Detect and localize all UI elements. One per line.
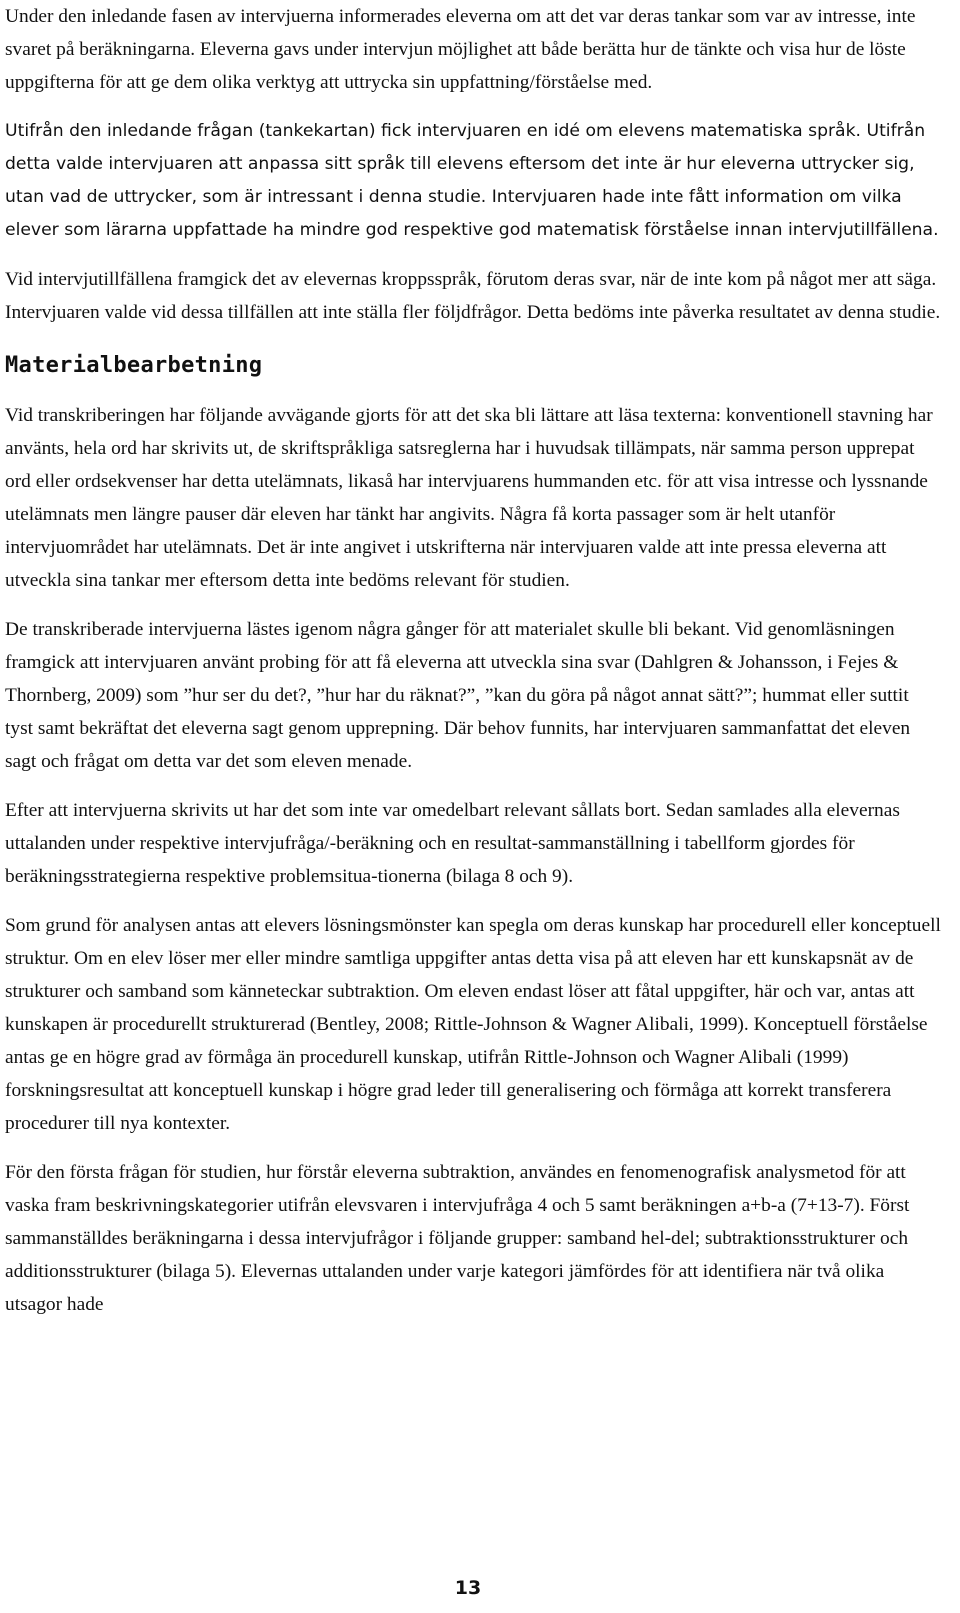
paragraph-gap	[5, 1140, 941, 1156]
document-page	[5, 0, 941, 1321]
paragraph-body-4: Som grund för analysen antas att elevers lösningsmönster kan spegla om deras kunskap har procedurell eller konceptuell struktur. Om en elev löser mer eller mindre samtliga uppgifter antas detta visa på att eleven har ett kunskapsnät av de strukturer och samband som känneteckar subtraktion. Om eleven endast löser att fåtal uppgifter, här och var, antas att kunskapen är procedurellt strukturerad (Bentley, 2008; Rittle-Johnson & Wagner Alibali, 1999). Konceptuell förståelse antas ge en högre grad av förmåga än procedurell kunskap, utifrån Rittle-Johnson och Wagner Alibali (1999) forskningsresultat att konceptuell kunskap i högre grad leder till generalisering och förmåga att korrekt transferera procedurer till nya kontexter.	[5, 915, 941, 1134]
paragraph-body-2: De transkriberade intervjuerna lästes igenom några gånger för att materialet skulle bli bekant. Vid genomläsningen framgick att intervjuaren använt probing för att få eleverna att utveckla sina svar (Dahlgren & Johansson, i Fejes & Thornberg, 2009) som ”hur ser du det?, ”hur har du räknat?”, ”kan du göra på något annat sätt?”; hummat eller suttit tyst samt bekräftat det eleverna sagt genom upprepning. Där behov funnits, har intervjuaren sammanfattat det eleven sagt och frågat om detta var det som eleven menade.	[5, 619, 911, 772]
paragraph-body-5: För den första frågan för studien, hur förstår eleverna subtraktion, användes en fenomenografisk analysmetod för att vaska fram beskrivningskategorier utifrån elevsvaren i intervjufråga 4 och 5 samt beräkningen a+b-a (7+13-7). Först sammanställdes beräkningarna i dessa intervjufrågor i följande grupper: samband hel-del; subtraktionsstrukturer och additionsstrukturer (bilaga 5). Elevernas uttalanden under varje kategori jämfördes för att identifiera när två olika utsagor hade	[5, 1162, 910, 1315]
paragraph-intro-3: Vid intervjutillfällena framgick det av elevernas kroppsspråk, förutom deras svar, när de inte kom på något mer att säga. Intervjuaren valde vid dessa tillfällen att inte ställa fler följdfrågor. Detta bedöms inte påverka resultatet av denna studie.	[5, 269, 941, 323]
paragraph-body-3: Efter att intervjuerna skrivits ut har det som inte var omedelbart relevant sållats bort. Sedan samlades alla elevernas uttalanden under respektive intervjufråga/-beräkning och en resultat-sammanställning i tabellform gjordes för beräkningsstrategierna respektive problemsitua-tionerna (bilaga 8 och 9).	[5, 800, 900, 887]
paragraph-intro-2-sentence-2: Utifrån detta valde intervjuaren att anpassa sitt språk till elevens eftersom det inte är hur eleverna uttrycker sig, utan vad de uttrycker, som är intressant i denna studie. Intervjuaren hade inte fått information om vilka elever som lärarna uppfattade ha mindre god respektive god matematisk förståelse innan intervjutillfällena.	[5, 121, 939, 240]
section-heading: Materialbearbetning	[5, 353, 263, 378]
paragraph-intro-1: Under den inledande fasen av intervjuerna informerades eleverna om att det var deras tankar som var av intresse, inte svaret på beräkningarna. Eleverna gavs under intervjun möjlighet att både berätta hur de tänkte och visa hur de löste uppgifterna för att ge dem olika verktyg att uttrycka sin uppfattning/förståelse med.	[5, 6, 916, 93]
paragraph-gap	[5, 778, 941, 794]
paragraph-intro-2	[5, 115, 941, 247]
paragraph-gap	[5, 893, 941, 909]
paragraph-gap	[5, 247, 941, 263]
page-number: 13	[454, 1577, 482, 1599]
paragraph-gap	[5, 597, 941, 613]
paragraph-body-1: Vid transkriberingen har följande avvägande gjorts för att det ska bli lättare att läsa texterna: konventionell stavning har använts, hela ord har skrivits ut, de skriftspråkliga satsreglerna har i huvudsak tillämpats, när samma person upprepat ord eller ordsekvenser har detta utelämnats, likaså har intervjuarens hummanden etc. för att visa intresse och lyssnande utelämnats men längre pauser där eleven har tänkt har angivits. Några få korta passager som är helt utanför intervjuområdet har utelämnats. Det är inte angivet i utskrifterna när intervjuaren valde att inte pressa eleverna att utveckla sina tankar mer eftersom detta inte bedöms relevant för studien.	[5, 405, 933, 591]
paragraph-gap	[5, 99, 941, 115]
paragraph-intro-2-sentence-1: Utifrån den inledande frågan (tankekartan) fick intervjuaren en idé om elevens matematiska språk.	[5, 121, 862, 141]
